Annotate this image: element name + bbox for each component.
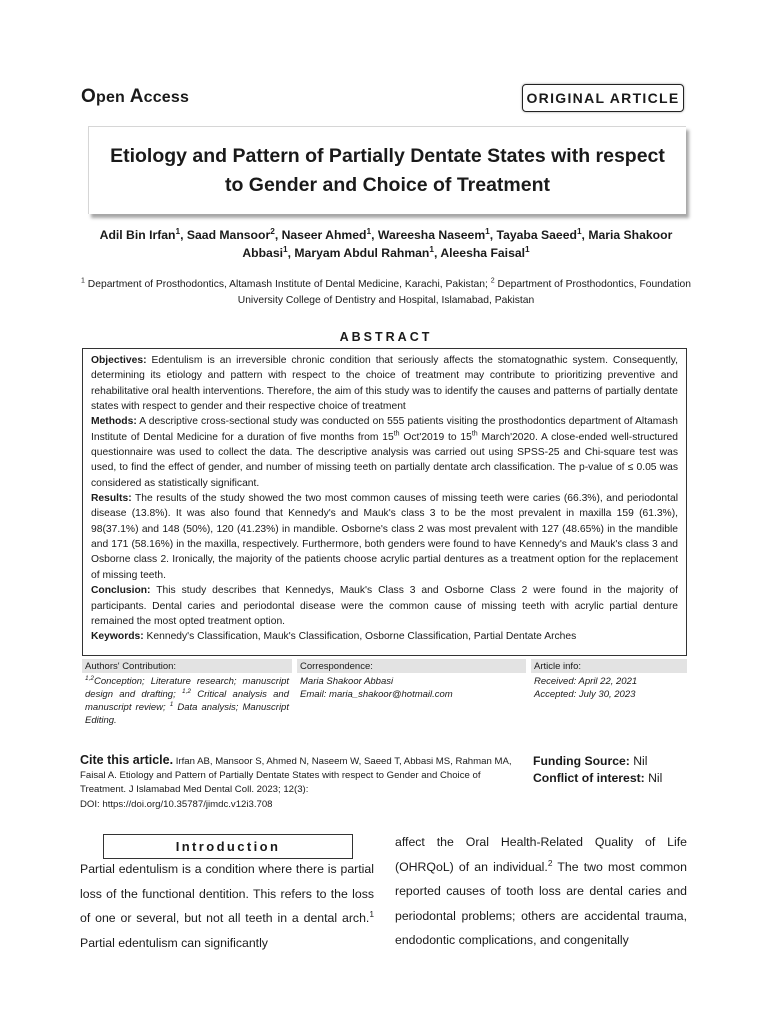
author-affiliation-marker: 1 [429,243,434,254]
introduction-heading: Introduction [103,834,353,859]
author-name: Saad Mansoor [186,228,271,242]
citation-lead: Cite this article. [80,753,174,767]
funding-source: Funding Source: Nil [533,754,648,768]
open-access-label: Open Access [81,86,190,107]
author-affiliation-marker: 1 [175,225,181,236]
author [186,225,275,242]
introduction-left-column: Partial edentulism is a condition where there is partial loss of the functional dentition. This refers to the loss of one or several, but not all teeth in a dental arch.$^1$ Partial edentulism can significantly [80,862,374,950]
abstract-results: Results: The results of the study showed the two most common causes of missing teeth were caries (66.3%), and periodontal disease (13.8%). It was also found that Kennedy's and Mauk's class 3 to be the most prevalent in maxilla 159 (61.3%), 98(37.1%) and 148 (50%), 120 (41.23%) in mandible. Osborne's class 2 was most prevalent with 127 (48.65%) in the mandible and 171 (58.16%) in the maxilla, respectively. Furthermore, both genders were found to have Kennedy's and Mauk's class 3 and Osborne class 2. Ironically, the majority of the patients choose acrylic partial dentures as a treatment option for the replacement of missing teeth. [91,493,678,581]
authors-contribution [82,659,292,737]
author [496,225,582,242]
author [281,225,372,242]
article-type-badge: ORIGINAL ARTICLE [522,84,684,112]
abstract-conclusion: Conclusion: This study describes that Kennedys, Mauk's Class 3 and Osborne Class 2 were found in the majority of participants. Dental caries and periodontal disease were the common cause of missing teeth with acrylic partial denture remained the most opted treatment option. [91,585,678,627]
author-list: Adil Bin Irfan$^1$, Saad Mansoor$^2$, Naseer Ahmed$^1$, Wareesha Naseem$^1$, Tayaba Saeed$^1$, Maria Shakoor Abbasi$^1$, Maryam Abdul Rahman$^1$, Aleesha Faisal$^1$ [99,225,673,260]
author-name: Tayaba Saeed [496,228,577,242]
author-name: Maria Shakoor Abbasi [242,228,673,260]
author-affiliation-marker: 2 [270,225,275,236]
affiliations: $^1$ Department of Prosthodontics, Altamash Institute of Dental Medicine, Karachi, Pakistan; $^2$ Department of Prosthodontics, Foundation University College of Dentistry and Hospital, Islamabad, Pakistan [81,277,691,306]
abstract-heading: ABSTRACT [339,330,433,344]
received-date: Received: April 22, 2021 [534,676,638,687]
abstract-box [82,348,687,656]
author-affiliation-marker: 1 [366,225,372,236]
correspondence-heading: Correspondence: [297,659,526,673]
author-affiliation-marker: 1 [576,225,582,236]
article-info [531,659,687,737]
accepted-date: Accepted: July 30, 2023 [534,689,636,700]
abstract-objectives: Objectives: Edentulism is an irreversible chronic condition that seriously affects the stomatognathic system. Consequently, determining its etiology and pattern with respect to the choice of treatment may contribute to prioritizing preventive and rehabilitative oral health interventions. Therefore, the aim of this study was to identify the causes and patterns of partially dentate states with respect to gender and their respective choice of treatment [91,355,678,413]
contribution-text: $^{1,2}$Conception; Literature research; manuscript design and drafting; $^{1,2}$ Critical analysis and manuscript review; $^1$ Data analysis; Manuscript Editing. [85,674,290,726]
correspondence [297,659,526,737]
author-name: Naseer Ahmed [281,228,367,242]
citation-block [80,753,512,812]
author-name: Adil Bin Irfan [99,228,176,242]
author [377,225,490,242]
article-info-heading: Article info: [531,659,687,673]
citation-text: Irfan AB, Mansoor S, Ahmed N, Naseem W, Saeed T, Abbasi MS, Rahman MA, Faisal A. Etiology and Pattern of Partially Dentate States with respect to Gender and Choice of Treatment. J Islamabad Med Dental Coll. 2023; 12(3): [80,756,512,796]
correspondence-email[interactable]: Email: maria_shakoor@hotmail.com [300,689,453,700]
doi-link[interactable]: DOI: https://doi.org/10.35787/jimdc.v12i3.708 [80,798,273,810]
author [294,243,434,260]
contribution-heading: Authors' Contribution: [82,659,292,673]
author-affiliation-marker: 1 [485,225,490,236]
article-info-table [82,659,687,737]
author-affiliation-marker: 1 [283,243,288,254]
author-name: Aleesha Faisal [440,246,526,260]
introduction-right-column: affect the Oral Health-Related Quality of Life (OHRQoL) of an individual.$^2$ The two most common reported causes of tooth loss are dental caries and periodontal problems; others are accidental trauma, endodontic complications, and congenitally [395,835,687,947]
author [99,225,181,242]
author-affiliation-marker: 1 [525,243,530,254]
correspondence-name: Maria Shakoor Abbasi [300,676,394,687]
author-name: Maryam Abdul Rahman [294,246,430,260]
abstract-keywords: Keywords: Kennedy's Classification, Mauk's Classification, Osborne Classification, Partial Dentate Arches [91,631,577,643]
conflict-of-interest: Conflict of interest: Nil [533,771,663,785]
abstract-methods: Methods: A descriptive cross-sectional study was conducted on 555 patients visiting the prosthodontics department of Altamash Institute of Dental Medicine for a duration of five months from 15th Oct'2019 to 15th March'2020. A close-ended well-structured questionnaire was used to collect the data. The descriptive analysis was carried out using SPSS-25 and Chi-square test was used, to find the effect of gender, and number of missing teeth on partially dentate arch classification. The p-value of ≤ 0.05 was considered as statistically significant. [91,416,678,489]
author-name: Wareesha Naseem [377,228,486,242]
funding-block [533,753,662,787]
article-title: Etiology and Pattern of Partially Dentate States with respect to Gender and Choice of Treatment [88,126,686,214]
author [440,243,530,260]
